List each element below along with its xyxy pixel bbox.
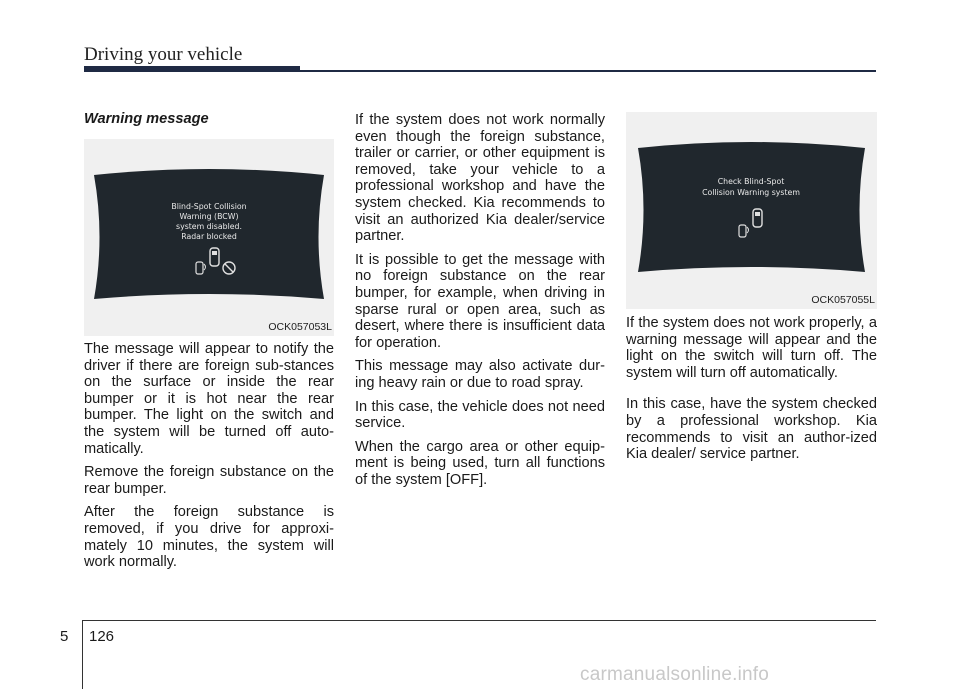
paragraph: Remove the foreign substance on the rear bumper.: [84, 464, 334, 497]
paragraph: If the system does not work normally even though the foreign substance, trailer or carrier, or other equipment is removed, take your vehicle to a professional workshop and have the system checked. Kia recommends to visit an authorized Kia dealer/service partner.: [355, 112, 605, 245]
paragraph: This message may also activate dur-ing heavy rain or due to road spray.: [355, 358, 605, 391]
screen-line: Collision Warning system: [702, 188, 800, 197]
screen-line: Warning (BCW): [179, 212, 239, 221]
screen-line: Radar blocked: [181, 232, 237, 241]
paragraph: After the foreign substance is removed, if you drive for approxi-mately 10 minutes, the system will work normally.: [84, 504, 334, 571]
cluster-screen-image: [84, 139, 334, 336]
column-2-text: [355, 112, 605, 495]
figure-bcw-disabled: [84, 139, 334, 336]
figure-code: OCK057055L: [811, 294, 875, 306]
figure-check-bcw: [626, 112, 877, 309]
page-number: 126: [89, 628, 115, 645]
paragraph: The message will appear to notify the driver if there are foreign sub-stances on the surface or inside the rear bumper or it is hot near the rear bumper. The light on the switch and the system will be turned off auto-matically.: [84, 341, 334, 457]
footer-rule: [82, 620, 876, 621]
section-number: 5: [60, 628, 69, 645]
header-rule-thick: [84, 66, 300, 72]
column-1-text: [84, 341, 334, 578]
screen-line: Blind-Spot Collision: [171, 202, 247, 211]
column-3-text: [626, 315, 877, 470]
paragraph: If the system does not work properly, a warning message will appear and the light on the switch will turn off. The system will turn off automatically.: [626, 315, 877, 381]
paragraph: It is possible to get the message with no foreign substance on the rear bumper, for example, when driving in sparse rural or open area, such as desert, where there is insufficient data for operation.: [355, 251, 605, 351]
screen-line: system disabled.: [176, 222, 242, 231]
footer-divider: [82, 620, 83, 689]
figure-code: OCK057053L: [268, 321, 332, 333]
paragraph: In this case, the vehicle does not need service.: [355, 398, 605, 432]
cluster-screen-image: [626, 112, 877, 309]
paragraph: When the cargo area or other equip-ment is being used, turn all functions of the system [OFF].: [355, 438, 605, 488]
header-rule-thin: [300, 70, 876, 72]
page-header-title: Driving your vehicle: [84, 44, 243, 65]
section-heading: Warning message: [84, 111, 209, 127]
screen-line: Check Blind-Spot: [717, 177, 785, 186]
paragraph: In this case, have the system checked by a professional workshop. Kia recommends to visit an author-ized Kia dealer/ service partner.: [626, 396, 877, 463]
watermark: carmanualsonline.info: [580, 664, 770, 685]
